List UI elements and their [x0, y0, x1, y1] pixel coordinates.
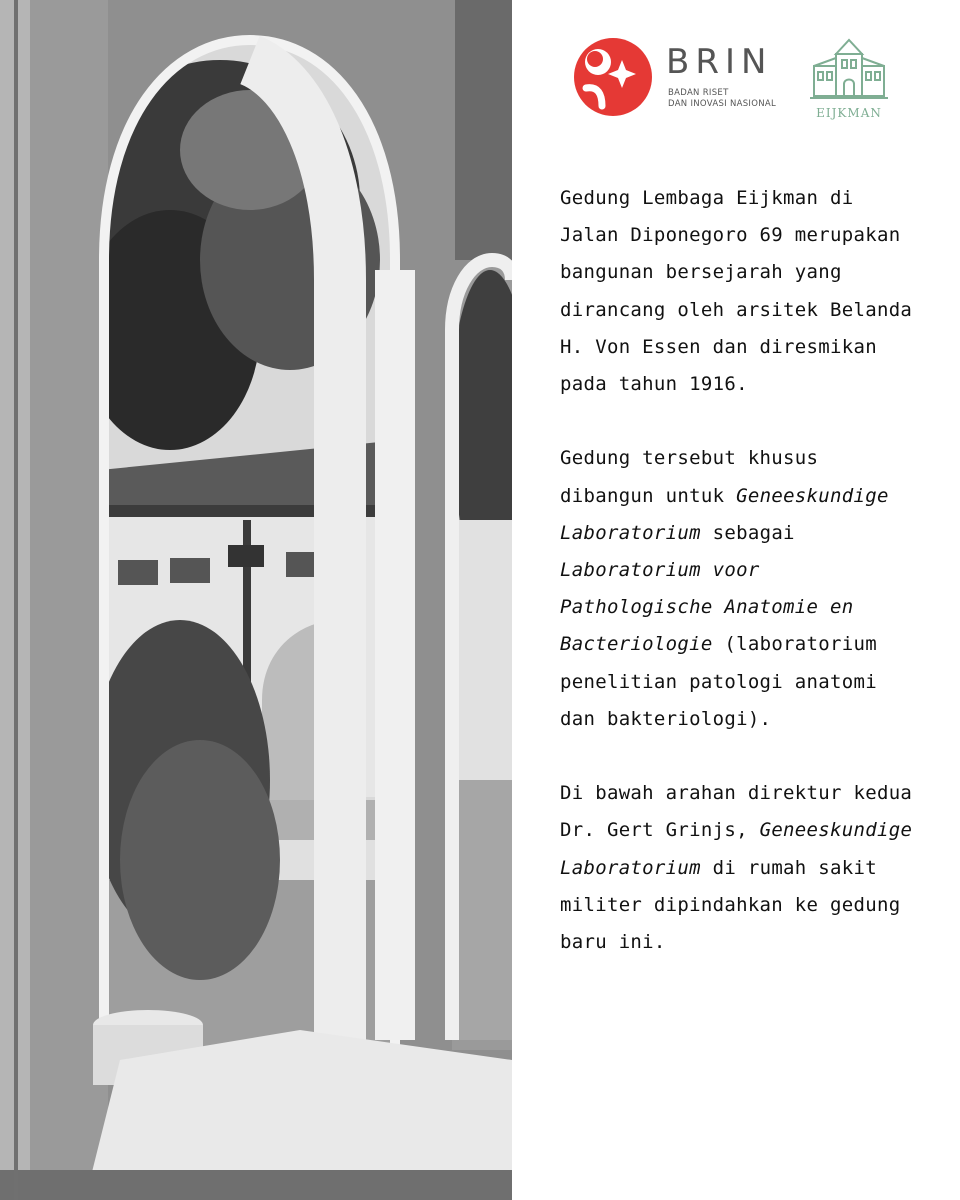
paragraph-3-italic-1: Geneeskundige Laboratorium: [560, 819, 913, 879]
brin-subtitle: [668, 88, 776, 110]
brin-subtitle-line2: DAN INOVASI NASIONAL: [668, 99, 777, 109]
paragraph-2-italic-1: Geneeskundige Laboratorium: [560, 484, 889, 544]
paragraph-3-part-1: Di bawah arahan direktur kedua Dr. Gert Grinjs,: [560, 782, 913, 842]
paragraph-3-part-2: di rumah sakit militer dipindahkan ke gedung baru ini.: [560, 856, 901, 954]
paragraph-2-part-2: sebagai: [712, 521, 795, 544]
brin-subtitle-line1: BADAN RISET: [668, 88, 729, 98]
eijkman-building-icon: [806, 36, 892, 104]
brin-wordmark: BRIN: [666, 42, 773, 82]
paragraph-2: [560, 440, 920, 738]
eijkman-logo: [806, 36, 892, 122]
paragraph-2-italic-2: Laboratorium voor Pathologische Anatomie en Bacteriologie: [560, 559, 854, 656]
article-body: [560, 180, 920, 998]
paragraph-2-part-3: (laboratorium penelitian patologi anatomi dan bakteriologi).: [560, 633, 877, 730]
brin-logo: [572, 36, 792, 122]
text-panel: [512, 0, 960, 1200]
paragraph-2-part-1: Gedung tersebut khusus dibangun untuk: [560, 447, 819, 507]
eijkman-wordmark: EIJKMAN: [816, 106, 882, 120]
paragraph-1: Gedung Lembaga Eijkman di Jalan Diponegoro 69 merupakan bangunan bersejarah yang dirancang oleh arsitek Belanda H. Von Essen dan diresmikan pada tahun 1916.: [560, 187, 913, 396]
paragraph-3: [560, 775, 920, 961]
logo-bar: [568, 34, 908, 124]
brin-mark-icon: [572, 36, 654, 118]
